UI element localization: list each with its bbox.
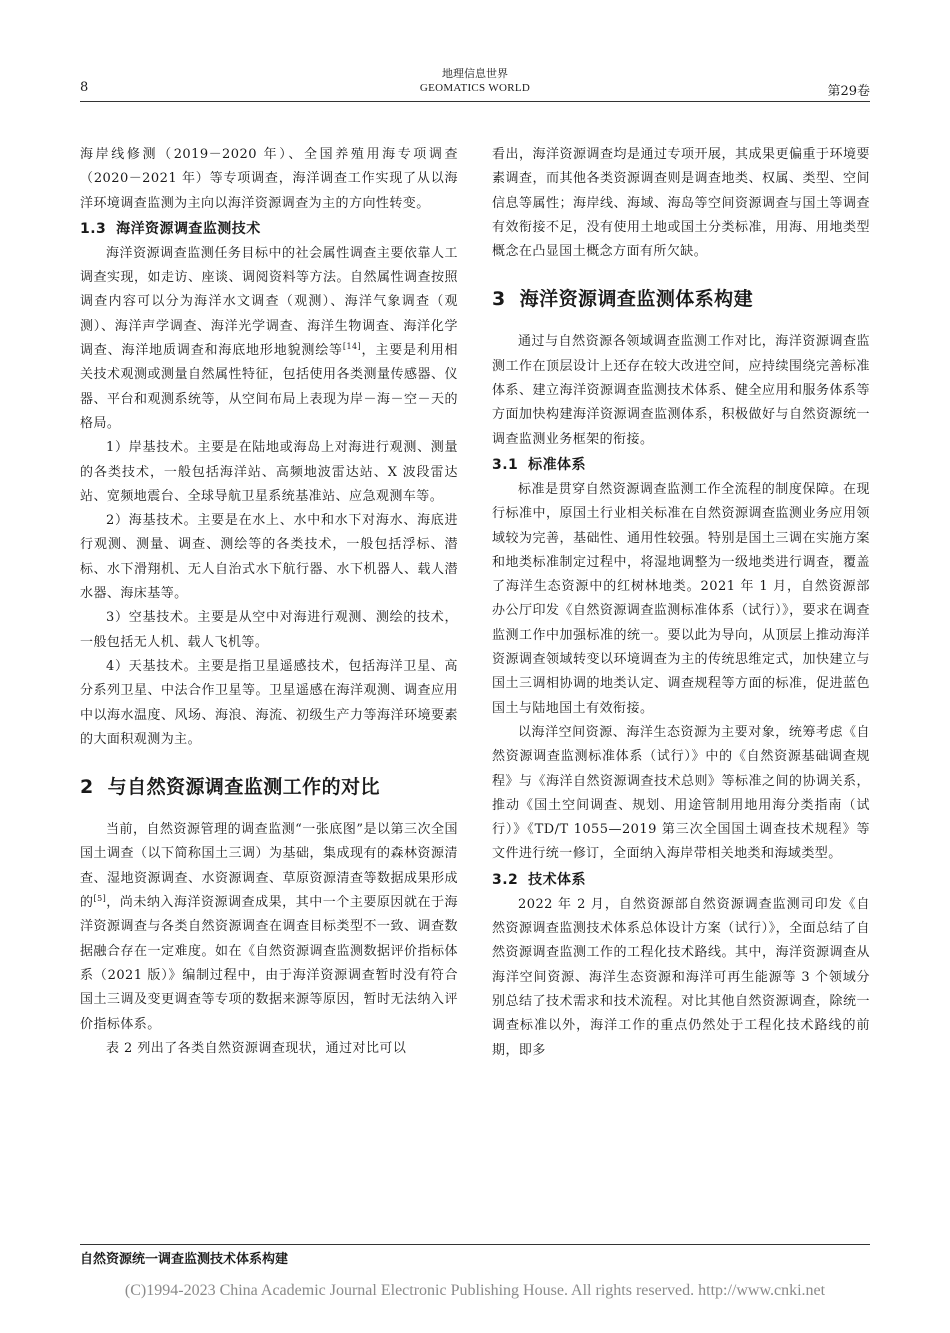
left-column <box>80 143 458 1061</box>
heading-number: 1.3 <box>80 220 107 237</box>
paragraph-text: 当前，自然资源管理的调查监测“一张底图”是以第三次全国国土调查（以下简称国土三调）为基础，集成现有的森林资源清查、湿地资源调查、水资源调查、草原资源清查等数据成果形成的 <box>80 822 458 911</box>
paragraph: 2022 年 2 月，自然资源部自然资源调查监测司印发《自然资源调查监测技术体系总体设计方案（试行）》，全面总结了自然资源调查监测工作的工程化技术路线。其中，海洋资源调查从海洋空间资源、海洋生态资源和海洋可再生能源等 3 个领域分别总结了技术需求和技术流程。对比其他自然资源调查，除统一调查标准以外，海洋工作的重点仍然处于工程化技术路线的前期，即多 <box>492 896 870 1058</box>
heading-title: 技术体系 <box>528 871 586 888</box>
heading-number: 2 <box>80 776 94 799</box>
paragraph-text: ，主要是利用相关技术观测或测量自然属性特征，包括使用各类测量传感器、仪器、平台和观测系统等，从空间布局上表现为岸－海－空－天的格局。 <box>80 343 458 431</box>
list-item: 3）空基技术。主要是从空中对海进行观测、测绘的技术，一般包括无人机、载人飞机等。 <box>80 610 458 650</box>
header-divider <box>80 101 870 102</box>
subsection-heading-1-3 <box>80 217 458 241</box>
right-column <box>492 143 870 1063</box>
heading-number: 3.1 <box>492 456 519 473</box>
section-heading-2 <box>80 774 458 800</box>
heading-number: 3 <box>492 288 506 311</box>
journal-title-en: GEOMATICS WORLD <box>419 82 531 94</box>
paragraph <box>80 818 458 1037</box>
paragraph <box>80 242 458 436</box>
subsection-heading-3-2 <box>492 868 870 892</box>
list-item: 4）天基技术。主要是指卫星遥感技术，包括海洋卫星、高分系列卫星、中法合作卫星等。卫星遥感在海洋观测、调查应用中以海水温度、风场、海浪、海流、初级生产力等海洋环境要素的大面积观测为主。 <box>80 658 458 747</box>
copyright-notice: (C)1994-2023 China Academic Journal Electronic Publishing House. All rights reserved. http://www.cnki.net <box>124 1282 826 1299</box>
paragraph: 海岸线修测（2019－2020 年）、全国养殖用海专项调查（2020－2021 年）等专项调查，海洋调查工作实现了从以海洋环境调查监测为主向以海洋资源调查为主的方向性转变。 <box>80 147 458 211</box>
journal-header <box>0 66 950 96</box>
volume-label: 第29卷 <box>827 84 870 99</box>
page-number: 8 <box>80 80 89 95</box>
heading-number: 3.2 <box>492 871 519 888</box>
paragraph: 标准是贯穿自然资源调查监测工作全流程的制度保障。在现行标准中，原国土行业相关标准在自然资源调查监测业务应用领域较为完善，基础性、通用性较强。特别是国土三调在实施方案和地类标准制定过程中，将湿地调整为一级地类进行调查，覆盖了海洋生态资源中的红树林地类。2021 年 1 月，自然资源部办公厅印发《自然资源调查监测标准体系（试行）》，要求在调查监测工作中加强标准的统一。要以此为导向，从顶层上推动海洋资源调查领域转变以环境调查为主的传统思维定式，加快建立与国土三调相协调的地类认定、调查规程等方面的标准，促进蓝色国土与陆地国土有效衔接。 <box>492 481 870 716</box>
subsection-heading-3-1 <box>492 453 870 477</box>
citation-14: [14] <box>342 342 362 352</box>
heading-title: 与自然资源调查监测工作的对比 <box>107 776 380 799</box>
section-heading-3 <box>492 286 870 312</box>
paragraph: 以海洋空间资源、海洋生态资源为主要对象，统筹考虑《自然资源调查监测标准体系（试行）》中的《自然资源基础调查规程》与《海洋自然资源调查技术总则》等标准之间的协调关系，推动《国土空间调查、规划、用途管制用地用海分类指南（试行）》《TD/T 1055—2019 第三次全国国土调查技术规程》等文件进行统一修订，全面纳入海岸带相关地类和海域类型。 <box>492 724 870 862</box>
paragraph-text: ，尚未纳入海洋资源调查成果，其中一个主要原因就在于海洋资源调查与各类自然资源调查在调查目标类型不一致、调查数据融合存在一定难度。如在《自然资源调查监测数据评价指标体系（2021 版）》编制过程中，由于海洋资源调查暂时没有符合国土三调及变更调查等专项的数据来源等原因，暂时无法纳入评价指标体系。 <box>80 895 458 1032</box>
heading-title: 标准体系 <box>528 456 586 473</box>
paragraph: 通过与自然资源各领域调查监测工作对比，海洋资源调查监测工作在顶层设计上还存在较大改进空间，应持续围绕完善标准体系、建立海洋资源调查监测技术体系、健全应用和服务体系等方面加快构建海洋资源调查监测体系，积极做好与自然资源统一调查监测业务框架的衔接。 <box>492 334 870 447</box>
paragraph-text: 海洋资源调查监测任务目标中的社会属性调查主要依靠人工调查实现，如走访、座谈、调阅资料等方法。自然属性调查按照调查内容可以分为海洋水文调查（观测）、海洋气象调查（观测）、海洋声学调查、海洋光学调查、海洋生物调查、海洋化学调查、海洋地质调查和海底地形地貌测绘等 <box>80 245 458 359</box>
citation-5: [5] <box>93 894 107 904</box>
list-item: 2）海基技术。主要是在水上、水中和水下对海水、海底进行观测、测量、调查、测绘等的各类技术，一般包括浮标、潜标、水下滑翔机、无人自治式水下航行器、水下机器人、载人潜水器、海床基等。 <box>80 513 458 602</box>
list-item: 1）岸基技术。主要是在陆地或海岛上对海进行观测、测量的各类技术，一般包括海洋站、高频地波雷达站、X 波段雷达站、宽频地震台、全球导航卫星系统基准站、应急观测车等。 <box>80 440 458 504</box>
footer-divider <box>80 1244 870 1245</box>
heading-title: 海洋资源调查监测技术 <box>116 220 261 237</box>
paragraph: 表 2 列出了各类自然资源调查现状，通过对比可以 <box>106 1040 407 1056</box>
running-article-title: 自然资源统一调查监测技术体系构建 <box>80 1252 289 1267</box>
journal-title-cn: 地理信息世界 <box>442 67 508 80</box>
heading-title: 海洋资源调查监测体系构建 <box>519 288 754 311</box>
paragraph: 看出，海洋资源调查均是通过专项开展，其成果更偏重于环境要素调查，而其他各类资源调查则是调查地类、权属、类型、空间信息等属性；海岸线、海域、海岛等空间资源调查与国土等调查有效衔接不足，没有使用土地或国土分类标准，用海、用地类型概念在凸显国土概念方面有所欠缺。 <box>492 147 870 260</box>
